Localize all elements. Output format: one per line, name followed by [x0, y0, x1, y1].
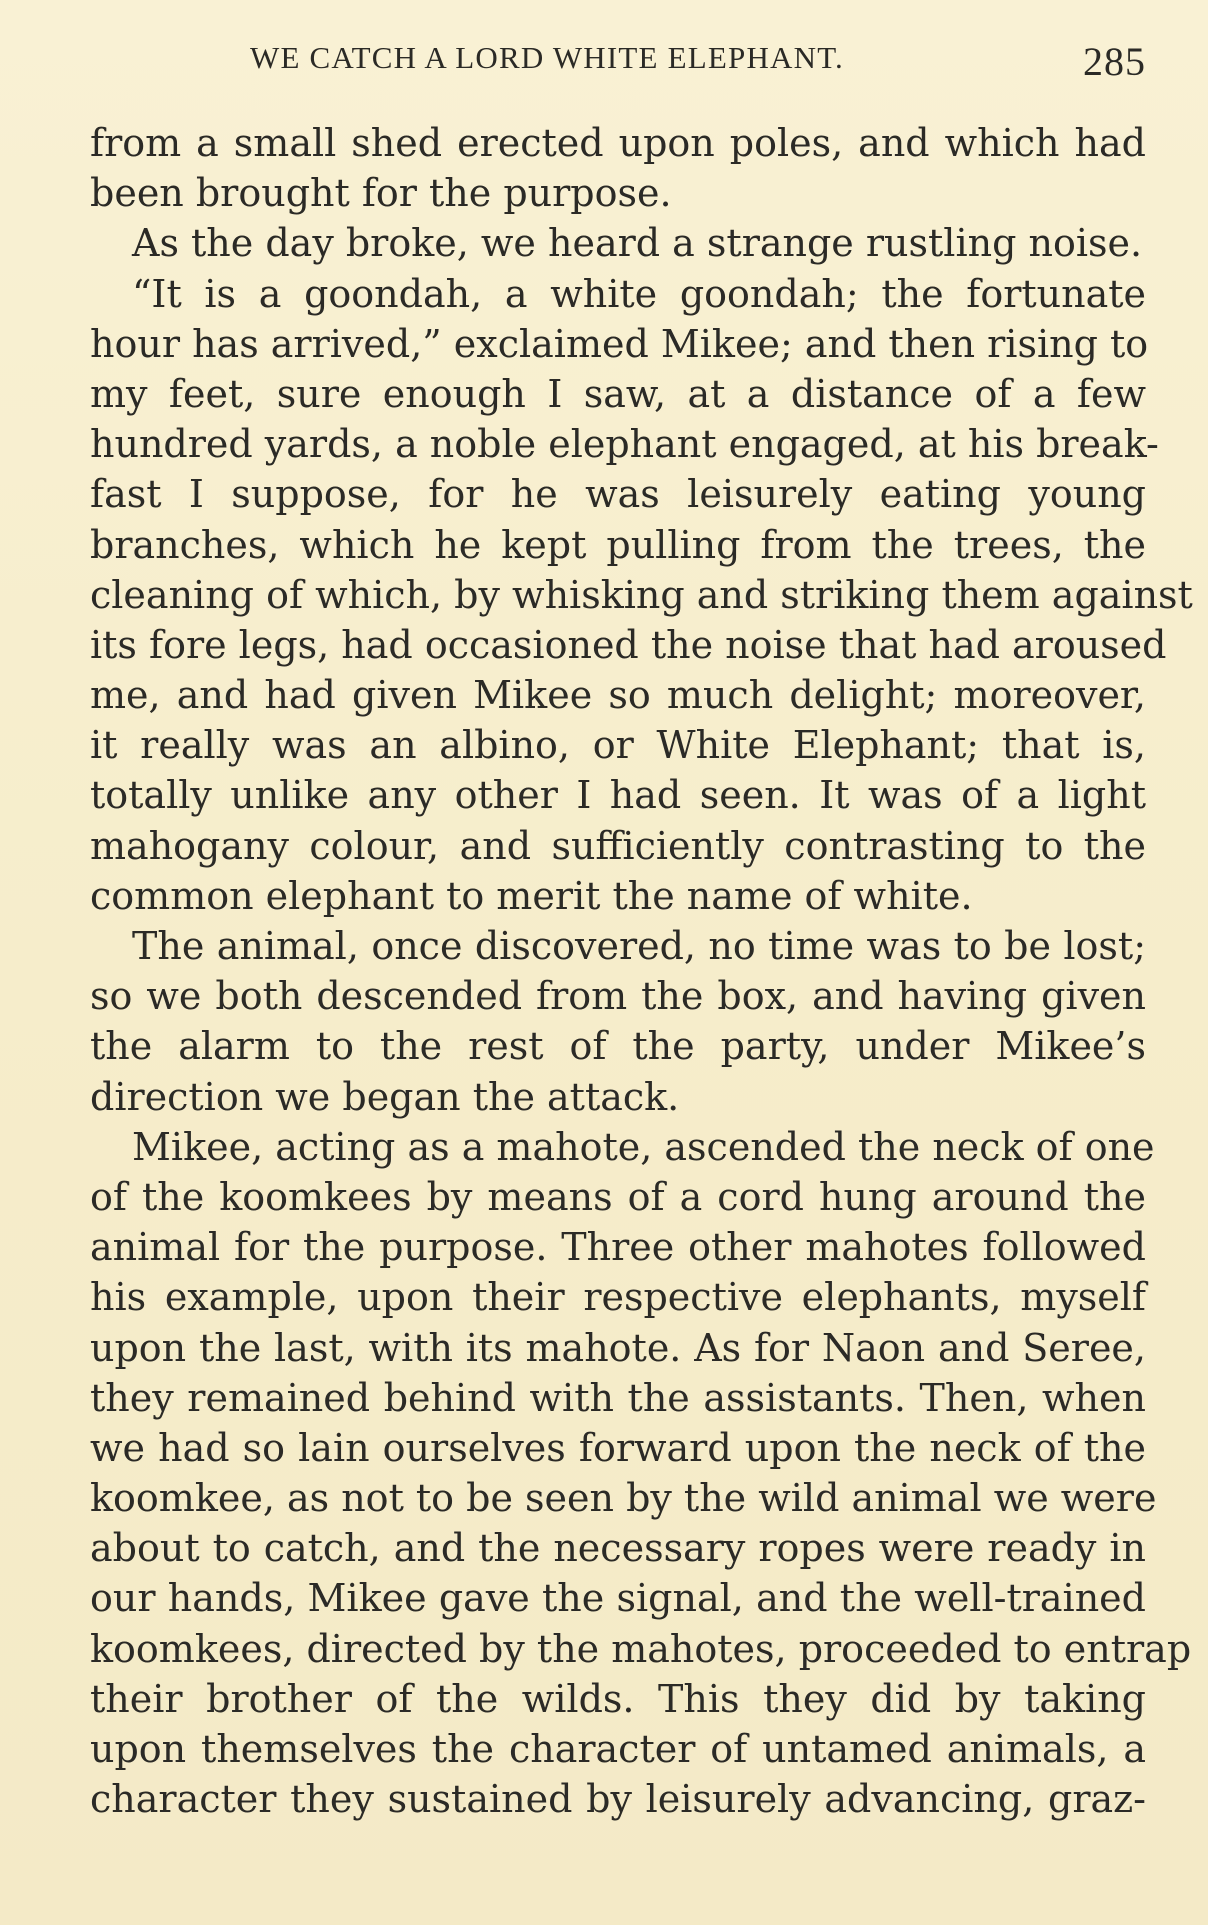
text-line: branches, which he kept pulling from the trees, the — [90, 522, 1146, 567]
text-line: hour has arrived,” exclaimed Mikee; and then rising to — [90, 321, 1149, 366]
text-line: it really was an albino, or White Elephant; that is, — [90, 723, 1146, 768]
text-line: animal for the purpose. Three other mahotes followed — [90, 1225, 1146, 1270]
text-line: my feet, sure enough I saw, at a distance of a few — [90, 371, 1146, 416]
text-line: upon the last, with its mahote. As for Naon and Seree, — [90, 1325, 1146, 1370]
text-line: our hands, Mikee gave the signal, and the well-trained — [90, 1576, 1146, 1621]
body-text — [90, 118, 1193, 1824]
text-line: common elephant to merit the name of white. — [90, 873, 973, 918]
text-line: of the koomkees by means of a cord hung around the — [90, 1174, 1146, 1219]
text-line: koomkees, directed by the mahotes, proceeded to entrap — [90, 1626, 1192, 1671]
text-line: totally unlike any other I had seen. It was of a light — [90, 773, 1146, 818]
page-header — [90, 38, 1146, 98]
text-line: they remained behind with the assistants. Then, when — [90, 1375, 1146, 1420]
text-line: cleaning of which, by whisking and striking them against — [90, 572, 1193, 617]
text-line: character they sustained by leisurely advancing, graz- — [90, 1777, 1146, 1822]
text-line: upon themselves the character of untamed animals, a — [90, 1727, 1146, 1771]
text-line: koomkee, as not to be seen by the wild animal we were — [90, 1476, 1157, 1521]
text-line: me, and had given Mikee so much delight; moreover, — [90, 673, 1146, 718]
text-line: “It is a goondah, a white goondah; the fortunate — [132, 271, 1146, 316]
text-line: the alarm to the rest of the party, under Mikee’s — [90, 1024, 1146, 1069]
text-line: about to catch, and the necessary ropes were ready in — [90, 1526, 1146, 1571]
text-line: so we both descended from the box, and having given — [90, 974, 1146, 1019]
text-line: direction we began the attack. — [90, 1074, 680, 1119]
text-line: fast I suppose, for he was leisurely eating young — [90, 472, 1146, 517]
text-line: mahogany colour, and sufficiently contrasting to the — [90, 823, 1146, 868]
text-line: his example, upon their respective elephants, myself — [90, 1275, 1146, 1320]
text-line: Mikee, acting as a mahote, ascended the neck of one — [132, 1124, 1155, 1169]
text-line: The animal, once discovered, no time was to be lost; — [132, 924, 1146, 968]
running-title: WE CATCH A LORD WHITE ELEPHANT. — [250, 40, 845, 75]
page-number: 285 — [1083, 39, 1146, 84]
text-line: As the day broke, we heard a strange rustling noise. — [132, 221, 1143, 266]
text-line: hundred yards, a noble elephant engaged, at his break- — [90, 422, 1159, 467]
text-line: their brother of the wilds. This they did by taking — [90, 1676, 1146, 1721]
text-line: from a small shed erected upon poles, and which had — [90, 121, 1146, 165]
text-line: been brought for the purpose. — [90, 171, 672, 216]
text-line: its fore legs, had occasioned the noise that had aroused — [90, 622, 1167, 667]
text-line: we had so lain ourselves forward upon the neck of the — [90, 1425, 1146, 1470]
